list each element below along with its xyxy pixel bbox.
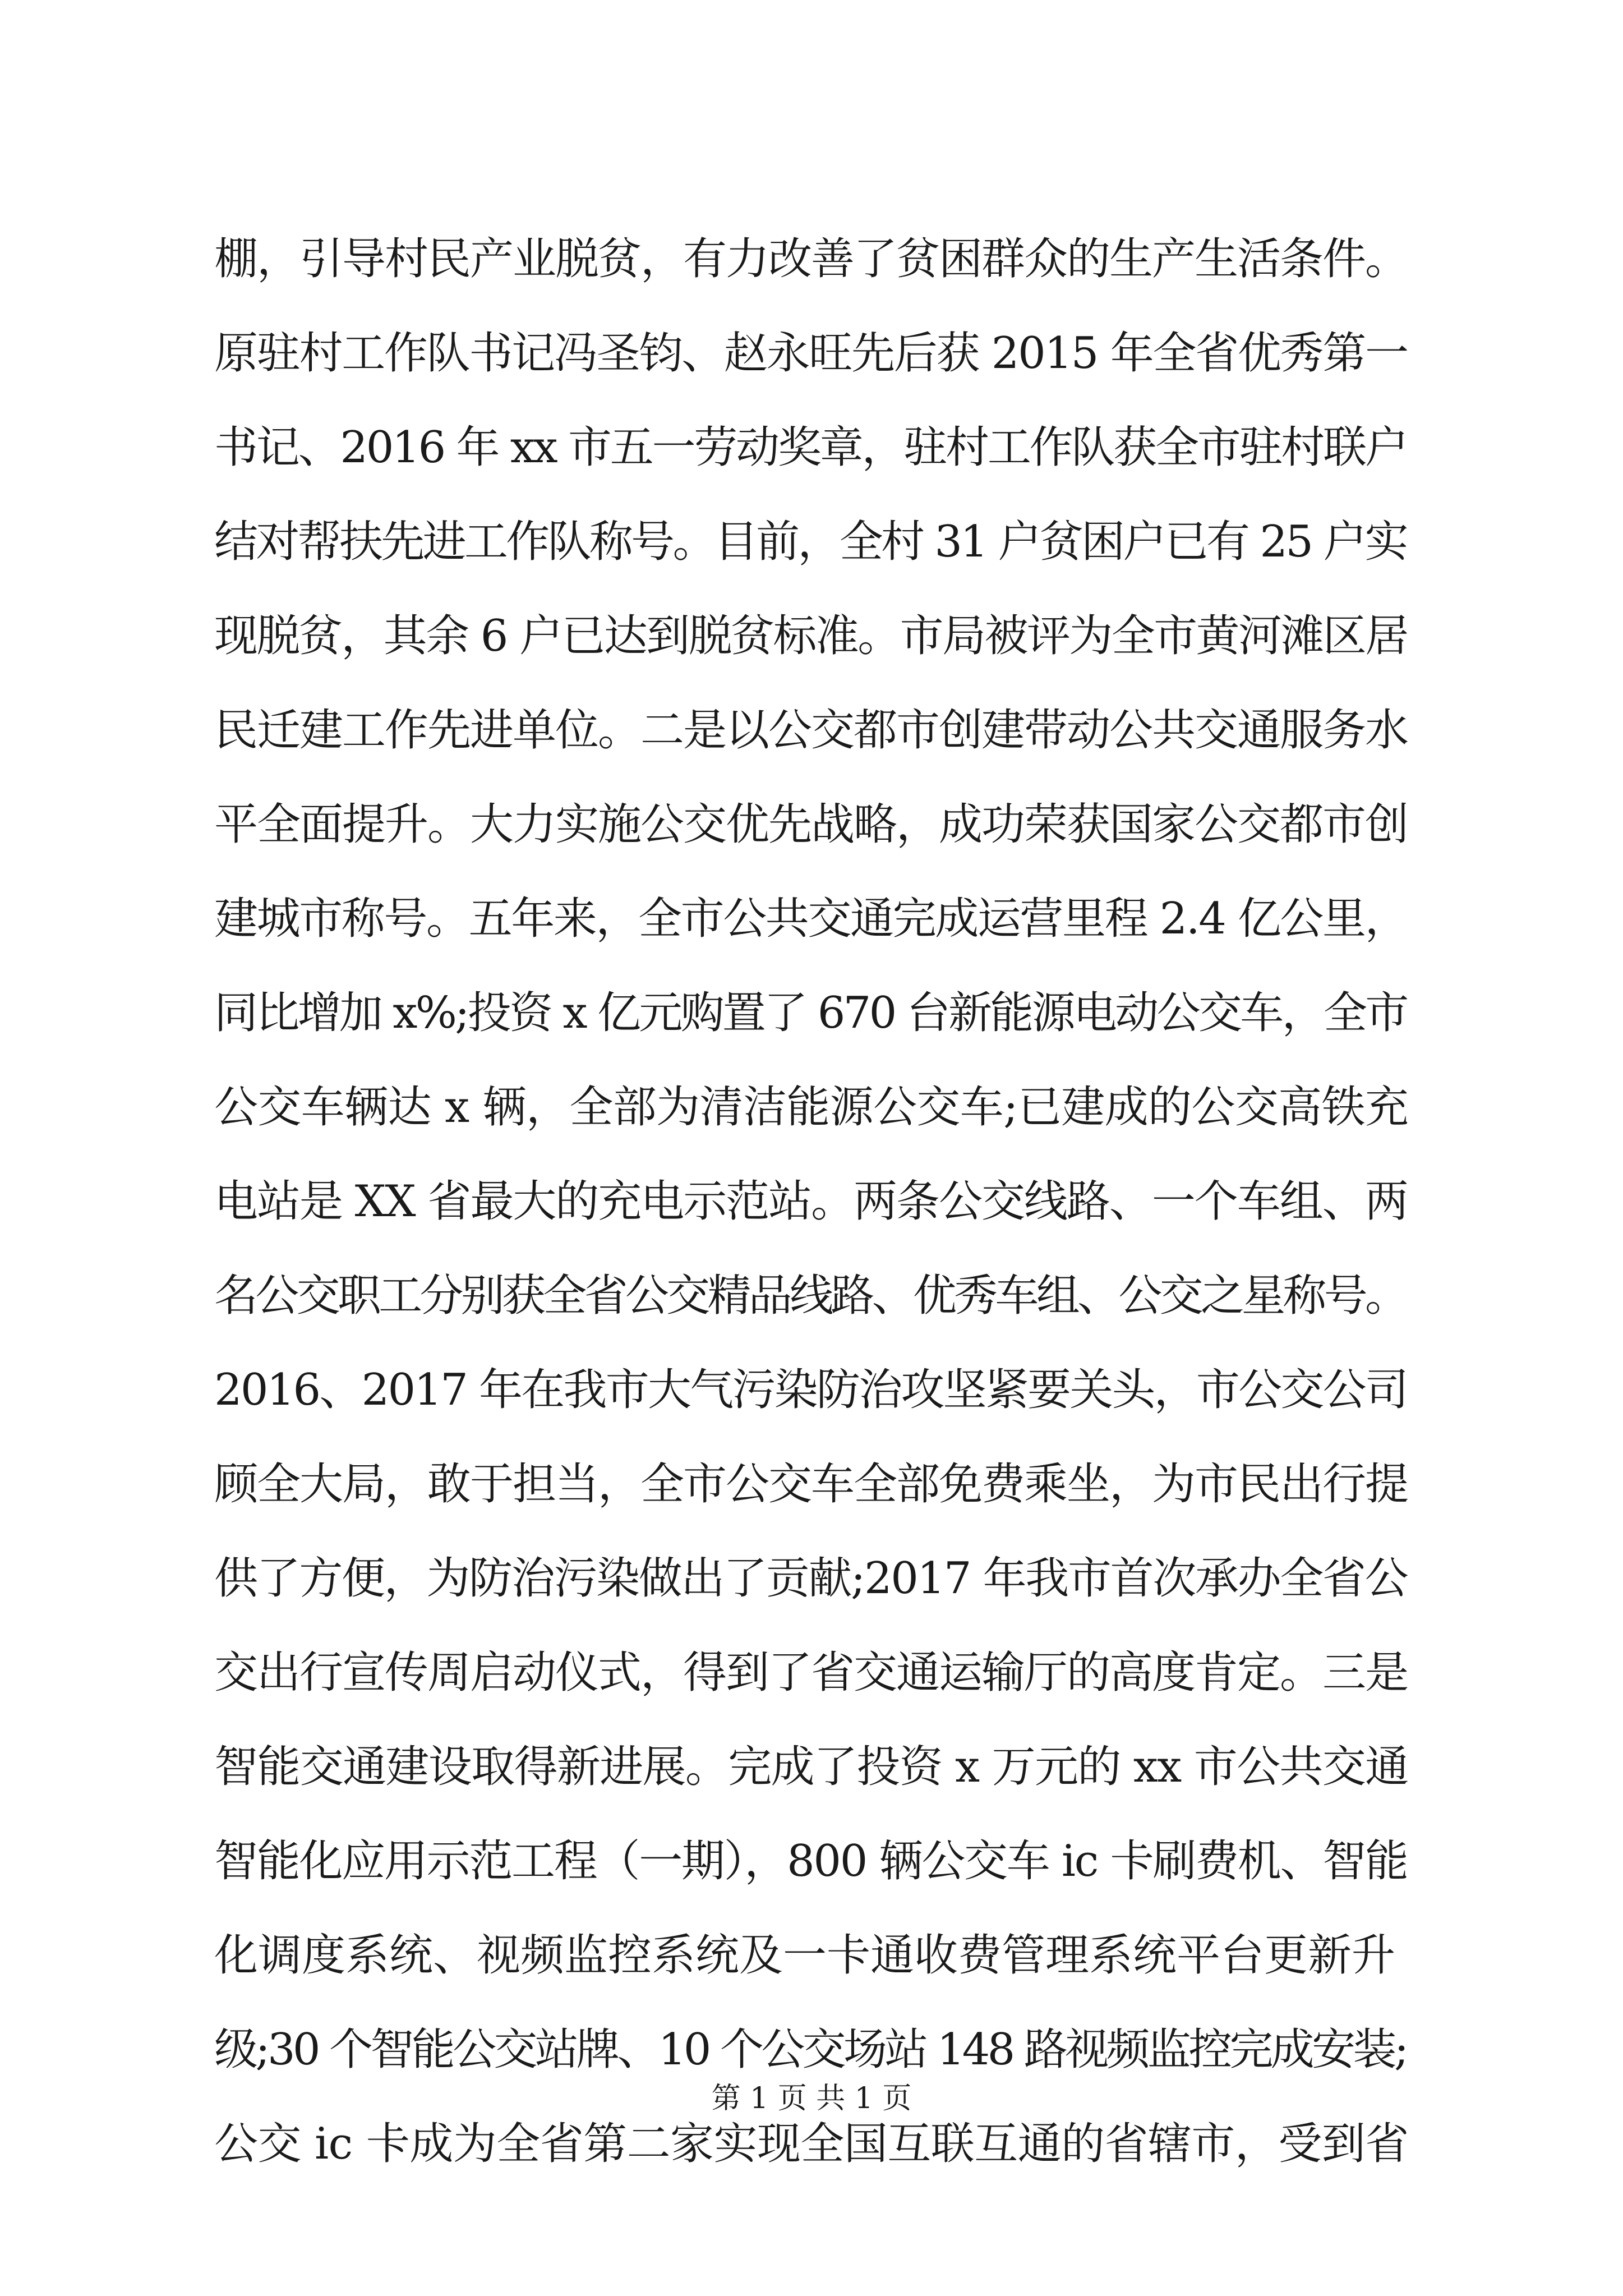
text-line: 2016、2017 年在我市大气污染防治攻坚紧要关头，市公交公司 — [214, 1365, 1408, 1415]
text-line: 供了方便，为防治污染做出了贡献;2017 年我市首次承办全省公 — [214, 1553, 1408, 1604]
body-text — [214, 212, 1409, 2191]
text-line: 顾全大局，敢于担当，全市公交车全部免费乘坐，为市民出行提 — [214, 1459, 1408, 1510]
text-line: 同比增加 x%;投资 x 亿元购置了 670 台新能源电动公交车，全市 — [214, 988, 1407, 1038]
text-line: 民迁建工作先进单位。二是以公交都市创建带动公共交通服务水 — [214, 705, 1408, 756]
text-line: 书记、2016 年 xx 市五一劳动奖章，驻村工作队获全市驻村联户 — [214, 422, 1407, 473]
text-line: 公交车辆达 x 辆，全部为清洁能源公交车;已建成的公交高铁充 — [214, 1082, 1409, 1133]
text-line: 名公交职工分别获全省公交精品线路、优秀车组、公交之星称号。 — [214, 1271, 1407, 1321]
text-line: 公交 ic 卡成为全省第二家实现全国互联互通的省辖市，受到省 — [214, 2119, 1409, 2169]
text-line: 智能交通建设取得新进展。完成了投资 x 万元的 xx 市公共交通 — [214, 1742, 1408, 1792]
text-line: 平全面提升。大力实施公交优先战略，成功荣获国家公交都市创 — [214, 799, 1408, 850]
text-line: 原驻村工作队书记冯圣钧、赵永旺先后获 2015 年全省优秀第一 — [214, 328, 1408, 379]
text-line: 交出行宣传周启动仪式，得到了省交通运输厅的高度肯定。三是 — [214, 1648, 1408, 1698]
text-line: 棚，引导村民产业脱贫，有力改善了贫困群众的生产生活条件。 — [214, 234, 1408, 284]
text-line: 级;30 个智能公交站牌、10 个公交场站 148 路视频监控完成安装; — [214, 2024, 1407, 2075]
text-line: 电站是 XX 省最大的充电示范站。两条公交线路、一个车组、两 — [214, 1176, 1408, 1227]
text-line: 现脱贫，其余 6 户已达到脱贫标准。市局被评为全市黄河滩区居 — [214, 611, 1408, 661]
text-line: 结对帮扶先进工作队称号。目前，全村 31 户贫困户已有 25 户实 — [214, 517, 1407, 567]
text-line: 智能化应用示范工程（一期），800 辆公交车 ic 卡刷费机、智能 — [214, 1836, 1408, 1887]
text-line: 建城市称号。五年来，全市公共交通完成运营里程 2.4 亿公里， — [214, 894, 1408, 944]
page-footer: 第 1 页 共 1 页 — [711, 2082, 912, 2115]
text-line: 化调度系统、视频监控系统及一卡通收费管理系统平台更新升 — [214, 1930, 1396, 1981]
